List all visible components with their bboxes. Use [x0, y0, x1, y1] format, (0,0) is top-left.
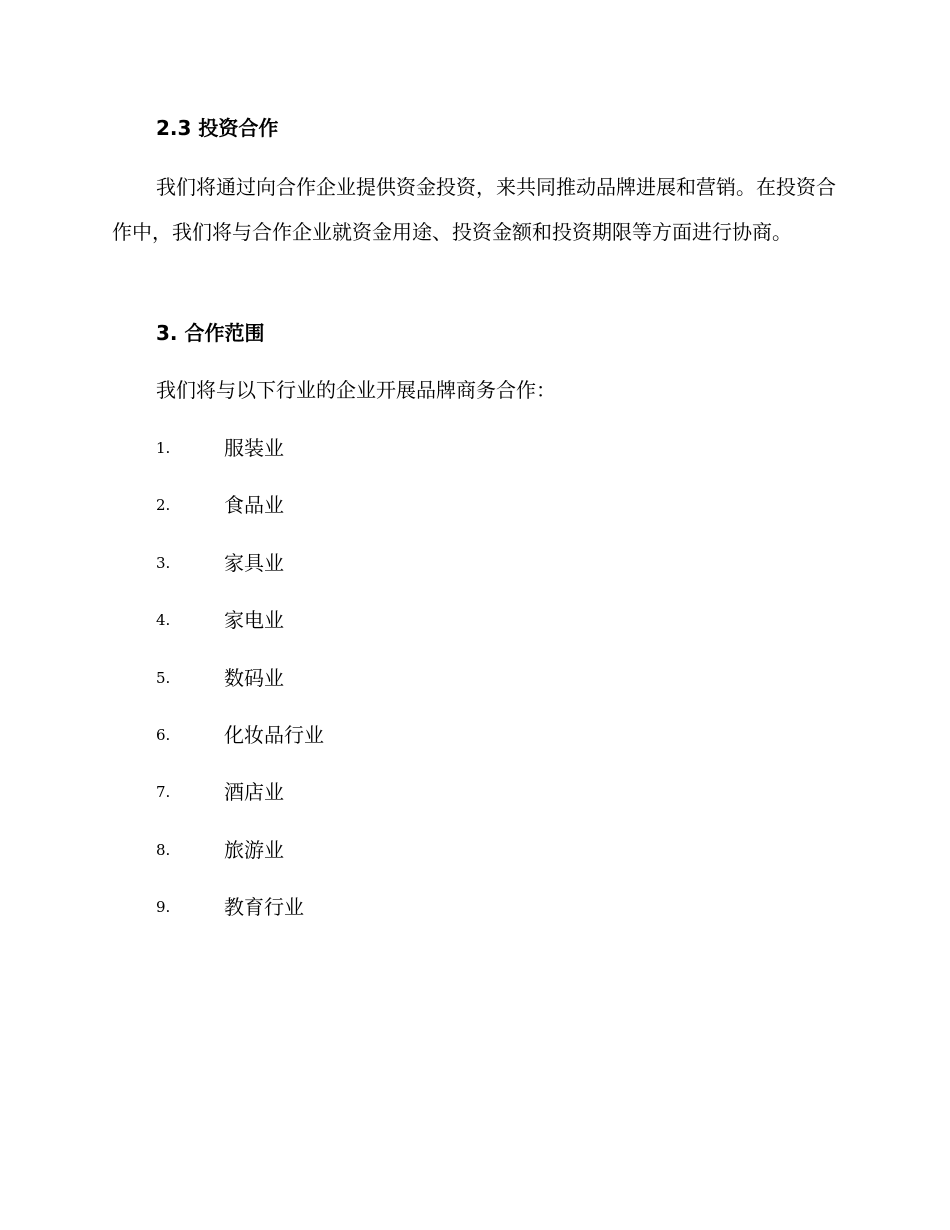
list-number: 5.	[156, 668, 171, 687]
list-item	[156, 606, 324, 663]
list-number: 4.	[156, 611, 171, 630]
scope-intro: 我们将与以下行业的企业开展品牌商务合作：	[156, 378, 556, 402]
list-number: 2.	[156, 496, 171, 515]
list-item-text: 家具业	[224, 550, 284, 575]
list-item	[156, 893, 324, 950]
list-number: 9.	[156, 898, 171, 917]
investment-paragraph: 我们将通过向合作企业提供资金投资，来共同推动品牌进展和营销。在投资合作中，我们将与合作企业就资金用途、投资金额和投资期限等方面进行协商。	[112, 175, 836, 244]
list-item	[156, 491, 324, 548]
list-number: 8.	[156, 840, 171, 859]
list-item-text: 旅游业	[224, 837, 284, 862]
list-item-text: 服装业	[224, 436, 284, 460]
list-item-text: 食品业	[224, 493, 284, 518]
list-item-text: 家电业	[224, 608, 284, 633]
list-item	[156, 778, 324, 835]
list-item-text: 化妆品行业	[224, 722, 324, 747]
section-heading-investment: 2.3 投资合作	[156, 116, 279, 140]
list-item	[156, 549, 324, 606]
list-item-text: 数码业	[224, 665, 284, 690]
list-item	[156, 836, 324, 893]
list-number: 6.	[156, 725, 171, 744]
list-number: 3.	[156, 553, 171, 572]
list-item-text: 酒店业	[224, 780, 284, 805]
list-item	[156, 434, 324, 491]
list-item	[156, 664, 324, 721]
list-item-text: 教育行业	[224, 895, 304, 920]
list-number: 1.	[156, 439, 171, 457]
industry-list	[156, 434, 324, 951]
section-heading-scope: 3. 合作范围	[156, 321, 265, 345]
list-number: 7.	[156, 783, 171, 802]
list-item	[156, 721, 324, 778]
